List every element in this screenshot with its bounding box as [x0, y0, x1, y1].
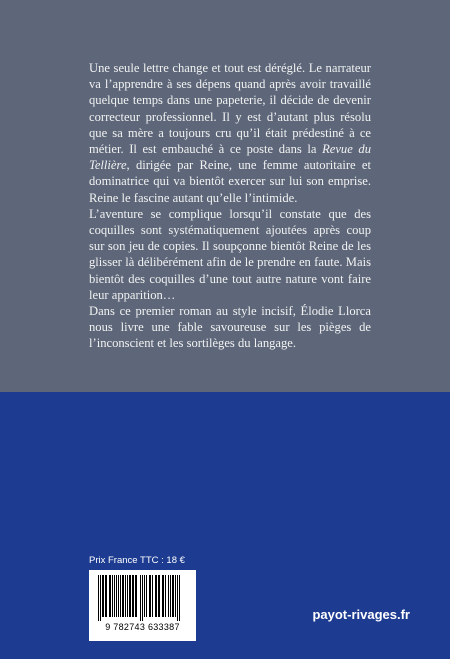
- barcode-bar: [135, 575, 137, 617]
- barcode-bar: [102, 575, 104, 617]
- barcode-bar: [158, 575, 160, 617]
- barcode-bar: [172, 575, 174, 617]
- barcode-bar: [118, 575, 119, 617]
- barcode-bar: [114, 575, 115, 617]
- barcode-bar: [100, 575, 101, 621]
- barcode-bar: [127, 575, 128, 617]
- barcode-bar: [105, 575, 107, 617]
- barcode-bar: [179, 575, 180, 621]
- barcode-bar: [168, 575, 169, 617]
- barcode-bar: [162, 575, 164, 617]
- barcode-bar: [116, 575, 117, 617]
- barcode-bar: [165, 575, 166, 617]
- blurb-paragraph-2: L’aventure se complique lorsqu’il constate que des coquilles sont systématiquement ajoutées après coup sur son jeu de copies. Il soupçonne bientôt Reine de les glisser là délibérément afin de le prendre en faute. Mais bientôt des coquilles d’une tout autre nature vont faire leur apparition…: [89, 206, 371, 302]
- barcode-bar: [120, 575, 121, 617]
- isbn-number: 9 782743 633387: [105, 622, 180, 632]
- barcode-bar: [155, 575, 157, 617]
- barcode-bar: [122, 575, 124, 617]
- publisher-website[interactable]: payot-rivages.fr: [312, 607, 410, 622]
- barcode-bar: [112, 575, 113, 617]
- blurb-text: , dirigée par Reine, une femme autoritaire et dominatrice qui va bientôt exercer sur lui son emprise. Reine le fascine autant qu’elle l’intimide.: [89, 158, 371, 205]
- barcode-bar: [170, 575, 171, 617]
- barcode-bar: [98, 575, 99, 621]
- barcode-bars: [98, 575, 187, 621]
- barcode-bar: [142, 575, 143, 621]
- barcode-bar: [149, 575, 151, 617]
- book-blurb: [89, 60, 371, 352]
- barcode-bar: [144, 575, 145, 617]
- barcode-bar: [132, 575, 134, 617]
- blurb-paragraph-3: Dans ce premier roman au style incisif, Élodie Llorca nous livre une fable savoureuse sur les pièges de l’inconscient et les sortilèges du langage.: [89, 304, 371, 351]
- barcode-bar: [152, 575, 153, 617]
- barcode-bar: [146, 575, 147, 617]
- price-label: Prix France TTC : 18 €: [89, 555, 185, 566]
- barcode-bar: [175, 575, 176, 617]
- barcode-bar: [177, 575, 178, 621]
- barcode-bar: [129, 575, 131, 617]
- barcode-bar: [125, 575, 126, 617]
- blurb-paragraph-1: [89, 60, 371, 206]
- magazine-title: Revue du Tellière: [89, 142, 371, 173]
- barcode-bar: [109, 575, 111, 617]
- isbn-barcode: [89, 570, 196, 641]
- blurb-text: Une seule lettre change et tout est déréglé. Le narrateur va l’apprendre à ses dépens quand après avoir travaillé quelque temps dans une papeterie, il décide de devenir correcteur professionnel. Il y est d’autant plus résolu que sa mère a toujours cru qu’il était prédestiné à ce métier. Il est embauché à ce poste dans la: [89, 61, 371, 157]
- barcode-bar: [140, 575, 141, 621]
